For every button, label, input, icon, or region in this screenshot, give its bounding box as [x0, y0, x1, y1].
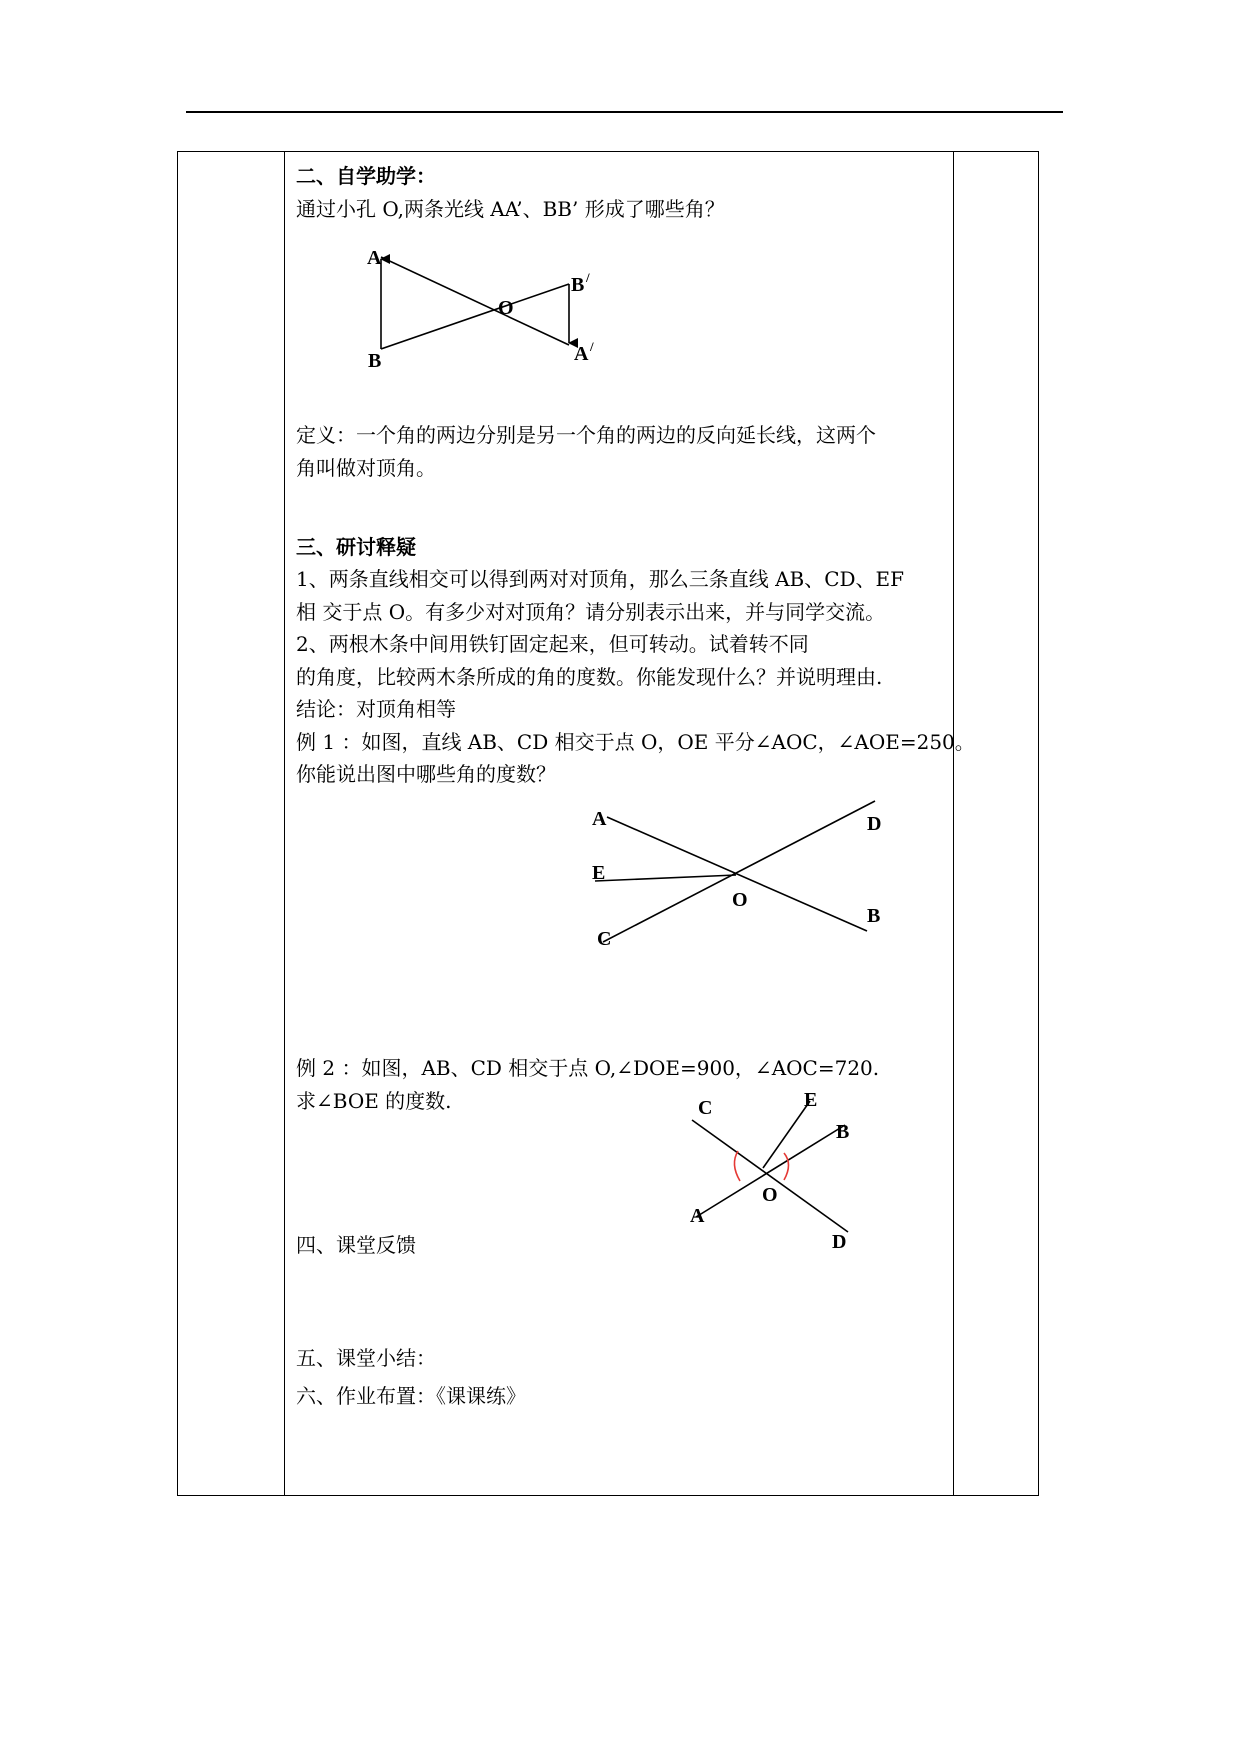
example1-line-2: 你能说出图中哪些角的度数？: [296, 762, 556, 786]
conclusion: 结论：对顶角相等: [296, 697, 456, 721]
section5-heading: 五、课堂小结：: [296, 1346, 436, 1370]
label-b-prime: B: [571, 274, 585, 296]
table-column-divider-right: [953, 152, 954, 1495]
label-e: E: [804, 1090, 818, 1111]
angle-arc-aoc: [734, 1151, 740, 1181]
label-a: A: [367, 247, 382, 269]
header-rule: [186, 111, 1063, 113]
label-o: O: [762, 1184, 778, 1206]
ray-a-a-prime: [381, 257, 569, 345]
section2-question: 通过小孔 O,两条光线 AA’、BB’ 形成了哪些角？: [296, 197, 725, 221]
line-cd: [603, 801, 875, 942]
light-rays-figure: [355, 245, 615, 370]
line-ab: [607, 817, 867, 931]
definition-line-2: 角叫做对顶角。: [296, 456, 436, 480]
example2-line-1: 例 2 ：如图，AB、CD 相交于点 O,∠DOE=900，∠AOC=720.: [296, 1056, 880, 1080]
example2-line-2: 求∠BOE 的度数.: [296, 1089, 452, 1113]
section4-heading: 四、课堂反馈: [296, 1233, 416, 1257]
label-o: O: [732, 889, 748, 911]
label-e: E: [592, 862, 606, 884]
label-a-prime: A: [574, 343, 589, 365]
item1-line-1: 1、两条直线相交可以得到两对对顶角，那么三条直线 AB、CD、EF: [296, 567, 905, 591]
ray-oe: [595, 875, 736, 881]
label-o: O: [498, 297, 514, 319]
prime-mark-a: /: [590, 339, 594, 354]
definition-line-1: 定义：一个角的两边分别是另一个角的两边的反向延长线，这两个: [296, 423, 876, 447]
item2-line-2: 的角度，比较两木条所成的角的度数。你能发现什么？并说明理由.: [296, 665, 883, 689]
label-a: A: [690, 1205, 705, 1227]
item1-line-2: 相 交于点 O。有多少对对顶角？请分别表示出来，并与同学交流。: [296, 600, 886, 624]
prime-mark-b: /: [586, 270, 590, 285]
label-c: C: [698, 1097, 713, 1119]
label-c: C: [597, 928, 612, 950]
angle-arc-bod: [784, 1153, 789, 1180]
item2-line-1: 2、两根木条中间用铁钉固定起来，但可转动。试着转不同: [296, 632, 809, 656]
label-b: B: [368, 350, 382, 370]
table-column-divider-left: [284, 152, 285, 1495]
label-d: D: [832, 1231, 847, 1253]
label-b: B: [836, 1121, 850, 1143]
ray-b-b-prime: [381, 284, 569, 349]
section3-heading: 三、研讨释疑: [296, 535, 416, 559]
example2-figure: [680, 1090, 880, 1255]
label-b: B: [867, 905, 881, 927]
section2-heading: 二、自学助学：: [296, 164, 436, 188]
example1-figure: [585, 795, 905, 955]
section6-heading: 六、作业布置：《课课练》: [296, 1384, 526, 1408]
label-a: A: [592, 808, 607, 830]
label-d: D: [867, 813, 882, 835]
example1-line-1: 例 1 ：如图，直线 AB、CD 相交于点 O，OE 平分∠AOC，∠AOE=250。: [296, 730, 975, 754]
